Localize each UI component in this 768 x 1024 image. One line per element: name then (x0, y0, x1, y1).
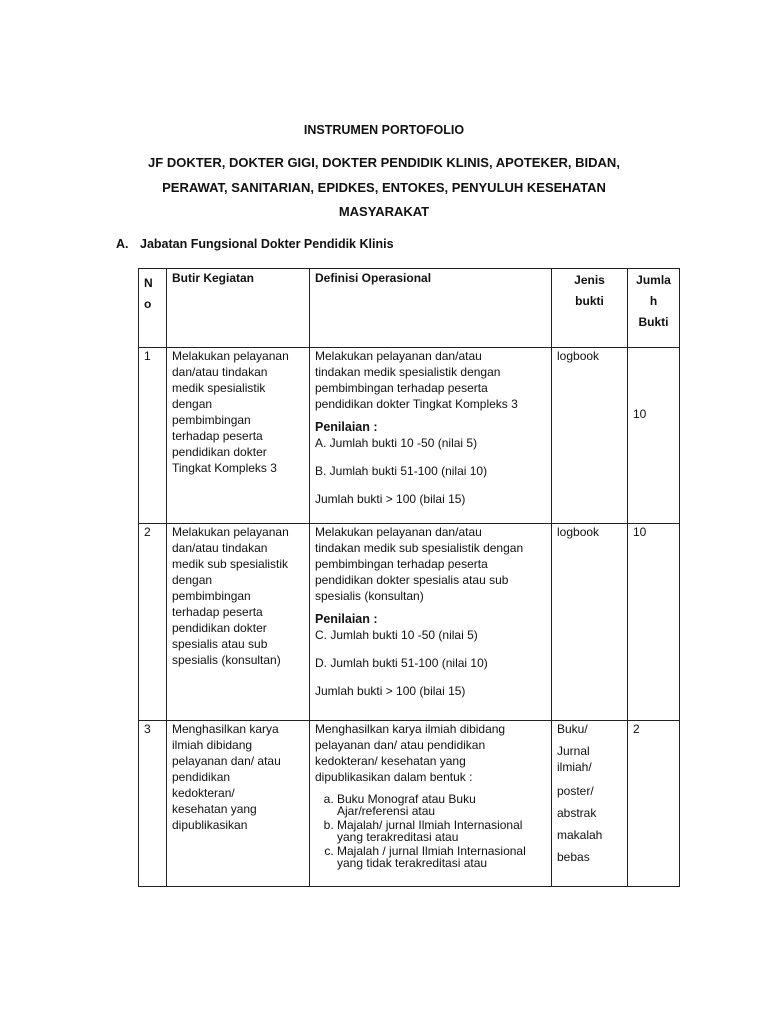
table-header-row (139, 269, 680, 348)
cell-no: 1 (139, 348, 167, 524)
cell-definisi: Menghasilkan karya ilmiah dibidang pelayanan dan/ atau pendidikan kedokteran/ kesehatan yang dipublikasikan dalam bentuk : a. Buku Monograf atau Buku Ajar/referensi atau b. Majalah/ jurnal Ilmiah Internasional yang terakreditasi atau c. Majalah / jurnal Ilmiah Internasional yang tidak terakreditasi atau (310, 721, 552, 887)
table-row (139, 524, 680, 721)
penilaian-item: Jumlah bukti > 100 (bilai 15) (315, 492, 466, 506)
subtitle-line-2: PERAWAT, SANITARIAN, EPIDKES, ENTOKES, PENYULUH KESEHATAN (162, 180, 606, 195)
cell-butir: Menghasilkan karya ilmiah dibidang pelayanan dan/ atau pendidikan kedokteran/ kesehatan yang dipublikasikan (167, 721, 310, 887)
penilaian-item: A. Jumlah bukti 10 -50 (nilai 5) (315, 436, 478, 450)
cell-butir: Melakukan pelayanan dan/atau tindakan medik sub spesialistik dengan pembimbingan terhadap peserta pendidikan dokter spesialis atau sub spesialis (konsultan) (167, 524, 310, 721)
penilaian-label: Penilaian : (315, 420, 378, 434)
subtitle-line-3: MASYARAKAT (338, 204, 430, 219)
header-butir-kegiatan: Butir Kegiatan (167, 269, 310, 348)
cell-no: 3 (139, 721, 167, 887)
section-heading (116, 237, 394, 251)
cell-definisi: Melakukan pelayanan dan/atau tindakan medik sub spesialistik dengan pembimbingan terhadap peserta pendidikan dokter spesialis atau sub spesialis (konsultan) Penilaian : C. Jumlah bukti 10 -50 (nilai 5) D. Jumlah bukti 51-100 (nilai 10) Jumlah bukti > 100 (bilai 15) (310, 524, 552, 721)
header-definisi-operasional: Definisi Operasional (310, 269, 552, 348)
table-row (139, 348, 680, 524)
table-row (139, 721, 680, 887)
penilaian-item: D. Jumlah bukti 51-100 (nilai 10) (315, 656, 488, 670)
cell-jumlah-bukti: 10 (628, 348, 680, 524)
section-title: Jabatan Fungsional Dokter Pendidik Klinis (140, 237, 394, 251)
document-title: INSTRUMEN PORTOFOLIO (303, 123, 465, 137)
penilaian-label: Penilaian : (315, 612, 378, 626)
portfolio-table (138, 268, 680, 887)
cell-no: 2 (139, 524, 167, 721)
penilaian-item: B. Jumlah bukti 51-100 (nilai 10) (315, 464, 488, 478)
cell-butir: Melakukan pelayanan dan/atau tindakan medik spesialistik dengan pembimbingan terhadap peserta pendidikan dokter Tingkat Kompleks 3 (167, 348, 310, 524)
penilaian-item: Jumlah bukti > 100 (bilai 15) (315, 684, 466, 698)
cell-definisi: Melakukan pelayanan dan/atau tindakan medik spesialistik dengan pembimbingan terhadap peserta pendidikan dokter Tingkat Kompleks 3 Penilaian : A. Jumlah bukti 10 -50 (nilai 5) B. Jumlah bukti 51-100 (nilai 10) Jumlah bukti > 100 (bilai 15) (310, 348, 552, 524)
penilaian-item: C. Jumlah bukti 10 -50 (nilai 5) (315, 628, 478, 642)
cell-jumlah-bukti: 10 (628, 524, 680, 721)
cell-jumlah-bukti: 2 (628, 721, 680, 887)
list-item: a. Buku Monograf atau Buku Ajar/referensi atau (337, 793, 546, 817)
list-item: c. Majalah / jurnal Ilmiah Internasional yang tidak terakreditasi atau (337, 845, 546, 869)
cell-jenis-bukti: logbook (552, 524, 628, 721)
cell-jenis-bukti: logbook (552, 348, 628, 524)
header-jumlah-bukti: Jumla h Bukti (628, 269, 680, 348)
publication-list (315, 793, 546, 869)
section-letter: A. (116, 237, 129, 251)
cell-jenis-bukti: Buku/ Jurnal ilmiah/ poster/ abstrak makalah bebas (552, 721, 628, 887)
header-jenis-bukti: Jenis bukti (552, 269, 628, 348)
subtitle-line-1: JF DOKTER, DOKTER GIGI, DOKTER PENDIDIK KLINIS, APOTEKER, BIDAN, (148, 155, 620, 170)
list-item: b. Majalah/ jurnal Ilmiah Internasional yang terakreditasi atau (337, 819, 546, 843)
header-no: N o (139, 269, 167, 348)
